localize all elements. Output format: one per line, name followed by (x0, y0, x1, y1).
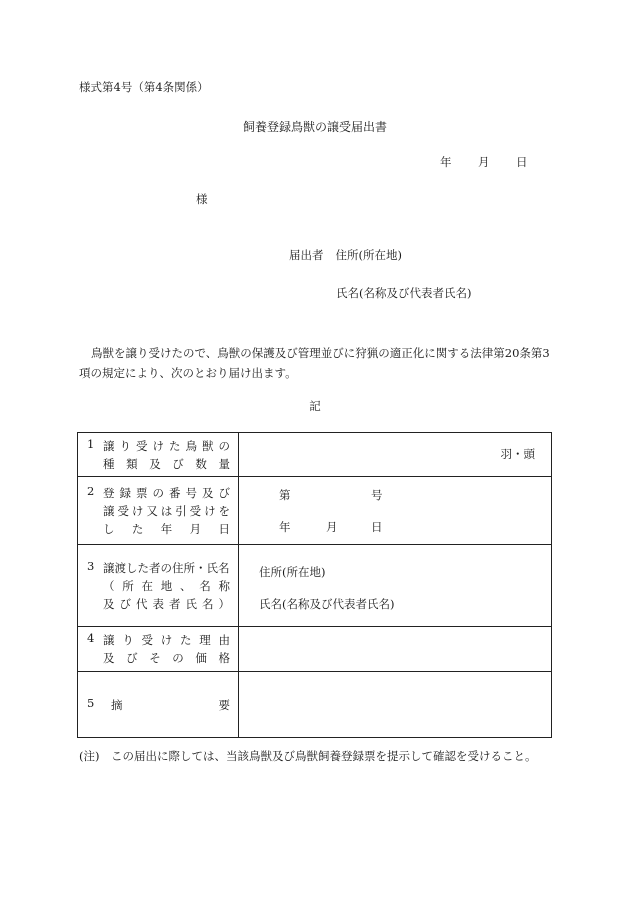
label-char: の (218, 438, 230, 453)
row-number: 1 (87, 436, 95, 451)
label-char: 、 (180, 578, 192, 593)
label-line (103, 696, 230, 714)
label-char: 及 (103, 596, 115, 611)
label-char: び (126, 651, 138, 665)
label-char: 類 (126, 456, 138, 471)
label-char: 受 (136, 438, 148, 453)
label-char: た (131, 521, 144, 536)
label-char: 又 (146, 503, 158, 518)
label-char: 摘 (111, 697, 123, 712)
label-line (103, 577, 230, 595)
label-char: 格 (218, 651, 230, 665)
addressee-suffix: 様 (196, 192, 208, 206)
label-char: 代 (136, 596, 148, 611)
label-char: 受 (141, 633, 153, 647)
label-char: 受 (189, 503, 202, 518)
label-char: 者 (169, 596, 181, 611)
go-label: 号 (371, 488, 383, 502)
value-cell[interactable] (239, 433, 552, 477)
label-char: 名 (199, 578, 211, 593)
label-char: 及 (103, 651, 115, 665)
value-cell[interactable] (239, 672, 552, 738)
form-table (77, 432, 552, 738)
month-label: 月 (326, 520, 338, 534)
label-char: 票 (136, 485, 148, 500)
notifier-address-line (289, 250, 402, 262)
label-char: を (218, 503, 230, 518)
notifier-address: 住所(所在地) (335, 248, 402, 262)
label-char: 日 (218, 521, 230, 536)
label-char: 数 (195, 456, 207, 471)
table-row (78, 545, 552, 627)
label-char: 鳥 (185, 438, 197, 453)
date-month: 月 (478, 155, 490, 169)
footnote: (注) この届出に際しては、当該鳥獣及び鳥獣飼養登録票を提示して確認を受けること。 (79, 749, 537, 763)
label-char: 所 (122, 578, 134, 593)
label-char: け (204, 503, 216, 518)
label-char: 種 (103, 456, 115, 471)
label-char: り (122, 633, 134, 647)
label-char: 獣 (202, 438, 214, 453)
year-label: 年 (279, 520, 291, 534)
label-char: 要 (218, 697, 230, 712)
value-cell[interactable] (239, 545, 552, 627)
label-char: は (160, 503, 173, 518)
value-cell[interactable] (239, 627, 552, 672)
row-label (78, 477, 239, 545)
label-line (103, 520, 230, 538)
label-char: 月 (189, 521, 202, 536)
label-char: 名 (202, 596, 214, 611)
ki-heading: 記 (309, 399, 321, 413)
label-char: 称 (218, 578, 230, 593)
label-line (103, 649, 230, 667)
label-char: 理 (199, 633, 211, 647)
label-line (103, 631, 230, 649)
date-year: 年 (440, 155, 452, 169)
row-label (78, 672, 239, 738)
label-char: 録 (119, 485, 131, 500)
label-char: 及 (149, 456, 161, 471)
label-char: の (172, 651, 184, 665)
dai-label: 第 (279, 488, 291, 502)
label-char: そ (149, 651, 161, 665)
label-char: 年 (160, 521, 173, 536)
row-number: 3 (87, 558, 95, 573)
value-cell[interactable] (239, 477, 552, 545)
table-row (78, 672, 552, 738)
label-line (103, 437, 230, 455)
label-char: ） (218, 596, 230, 611)
label-char: た (180, 633, 192, 647)
label-char: 量 (218, 456, 230, 471)
notifier-name: 氏名(名称及び代表者氏名) (336, 286, 472, 300)
label-char: 譲 (103, 503, 115, 518)
table-row (78, 627, 552, 672)
transferor-name: 氏名(名称及び代表者氏名) (259, 597, 395, 611)
label-line (103, 595, 230, 613)
label-char: の (152, 485, 164, 500)
row-label (78, 545, 239, 627)
label-char: 由 (218, 633, 230, 647)
row-number: 2 (87, 483, 95, 498)
label-char: 引 (175, 503, 187, 518)
label-char: た (169, 438, 181, 453)
unit-label: 羽・頭 (500, 447, 535, 461)
label-char: び (218, 485, 230, 500)
row-label (78, 433, 239, 477)
date-day: 日 (516, 155, 528, 169)
label-char: 及 (202, 485, 214, 500)
label-char: り (119, 438, 131, 453)
row-label (78, 627, 239, 672)
label-char: 受 (117, 503, 129, 518)
row-number: 5 (87, 695, 95, 710)
label-char: 氏 (185, 596, 197, 611)
table-row (78, 433, 552, 477)
table-row (78, 477, 552, 545)
label-line (103, 484, 230, 502)
label-char: び (172, 456, 184, 471)
label-char: 譲 (103, 633, 115, 647)
body-text: 鳥獣を譲り受けたので、鳥獣の保護及び管理並びに狩猟の適正化に関する法律第20条第3項の規定により、次のとおり届け出ます。 (79, 346, 550, 380)
form-number: 様式第4号（第4条関係） (79, 80, 209, 94)
label-char: （ (103, 578, 115, 593)
label-char: し (103, 521, 115, 536)
document-title: 飼養登録鳥獣の譲受届出書 (242, 120, 387, 134)
label-char: 在 (141, 578, 153, 593)
label-char: け (160, 633, 173, 647)
label-line: 譲渡した者の住所・氏名 (103, 560, 230, 575)
transferor-address: 住所(所在地) (259, 565, 326, 579)
day-label: 日 (371, 520, 383, 534)
label-char: 表 (152, 596, 164, 611)
label-char: 地 (160, 578, 173, 593)
label-line (103, 455, 230, 473)
label-char: 登 (103, 485, 115, 500)
row-number: 4 (87, 631, 95, 645)
label-line (103, 502, 230, 520)
label-char: 譲 (103, 438, 115, 453)
label-char: け (152, 438, 164, 453)
label-char: 番 (169, 485, 181, 500)
date-line (440, 157, 528, 169)
label-char: け (131, 503, 144, 518)
label-char: び (119, 596, 131, 611)
notifier-label: 届出者 (289, 248, 324, 262)
label-char: 号 (185, 485, 197, 500)
label-char: 価 (195, 651, 207, 665)
